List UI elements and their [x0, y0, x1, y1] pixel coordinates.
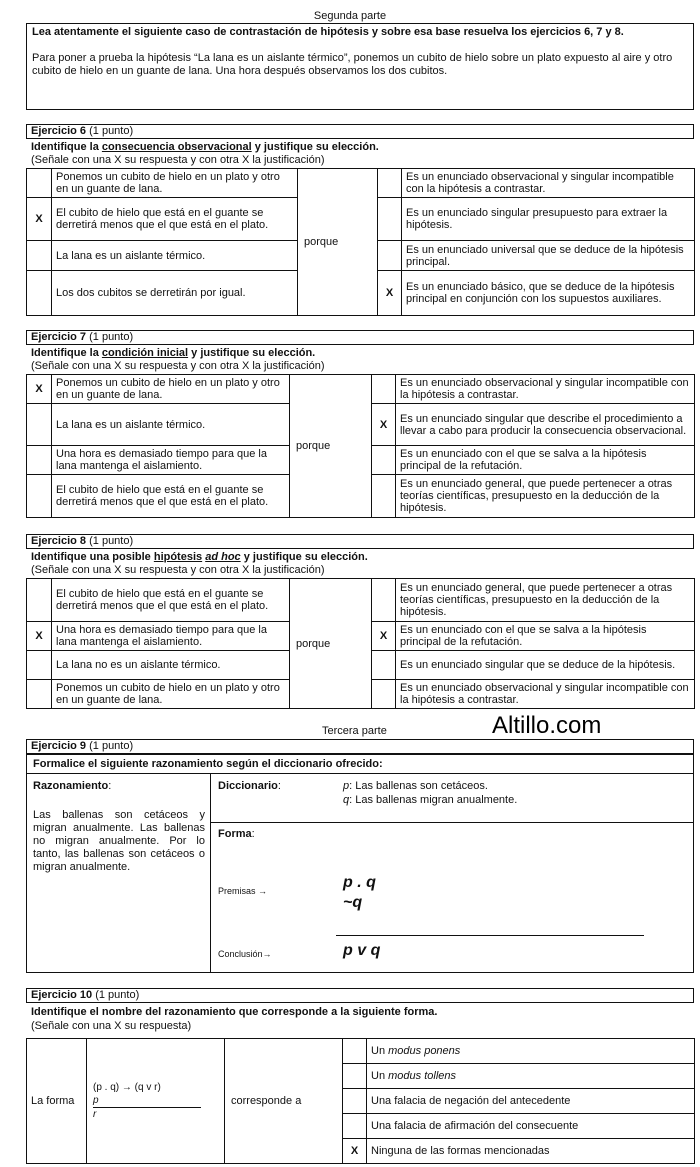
- ex6-points: (1 punto): [89, 125, 134, 137]
- ex7-title-text: Ejercicio 7: [31, 331, 87, 343]
- ex8-q-key2: ad hoc: [205, 551, 241, 563]
- ex8-right-option-0: Es un enunciado general, que puede pertenecer a otras teorías científicas, presupuesto en la deducción de la hipótesis.: [396, 579, 695, 622]
- ex9-dict-q: [343, 794, 517, 806]
- ex6-right-mark-1[interactable]: [378, 198, 402, 241]
- ex6-left-option-0: Ponemos un cubito de hielo en un plato y otro en un guante de lana.: [52, 169, 298, 198]
- conclusion-line: [336, 935, 644, 936]
- ex10-mark-4[interactable]: X: [343, 1139, 367, 1164]
- ex8-title-text: Ejercicio 8: [31, 535, 87, 547]
- ex7-right-mark-1[interactable]: X: [372, 404, 396, 446]
- ex8-points: (1 punto): [89, 535, 134, 547]
- ex8-left-option-0: El cubito de hielo que está en el guante se derretirá menos que el que está en el plato.: [52, 579, 290, 622]
- ex6-title: [26, 124, 694, 139]
- ex7-left-mark-0[interactable]: X: [27, 375, 52, 404]
- dict-q-var: q: [343, 794, 350, 806]
- ex7-left-mark-3[interactable]: [27, 475, 52, 518]
- ex7-title: [26, 330, 694, 345]
- ex10-option-3: [367, 1114, 695, 1139]
- ex6-right-mark-0[interactable]: [378, 169, 402, 198]
- ex8-question: [31, 551, 368, 563]
- ex6-left-option-1: El cubito de hielo que está en el guante se derretirá menos que el que está en el plato.: [52, 198, 298, 241]
- part-title: Segunda parte: [313, 10, 387, 22]
- ex9-title: [26, 739, 694, 754]
- ex9-forma-label: Forma:: [218, 828, 255, 840]
- ex6-right-mark-3[interactable]: X: [378, 271, 402, 316]
- option-text: Un: [371, 1070, 389, 1082]
- ex9-razonamiento-text: Las ballenas son cetáceos y migran anualmente. Las ballenas no migran anualmente. Por lo tanto, las ballenas son cetáceos o migran anualmente.: [33, 809, 205, 873]
- ex6-left-mark-0[interactable]: [27, 169, 52, 198]
- ex7-right-mark-2[interactable]: [372, 446, 396, 475]
- ex6-q-post: y justifique su elección.: [251, 141, 379, 153]
- ex10-table: [26, 1038, 695, 1164]
- ex9-razonamiento-label: Razonamiento:: [33, 780, 112, 792]
- ex9-points: (1 punto): [89, 740, 134, 752]
- ex8-left-mark-2[interactable]: [27, 651, 52, 680]
- ex8-left-option-3: Ponemos un cubito de hielo en un plato y otro en un guante de lana.: [52, 680, 290, 709]
- ex9-instruction: Formalice el siguiente razonamiento según el diccionario ofrecido:: [33, 758, 383, 770]
- ex8-left-option-1: Una hora es demasiado tiempo para que la lana mantenga el aislamiento.: [52, 622, 290, 651]
- ex8-title: [26, 534, 694, 549]
- option-text: Una falacia de afirmación del consecuente: [371, 1120, 579, 1132]
- ex8-right-mark-2[interactable]: [372, 651, 396, 680]
- ex9-premise-1: p . q: [343, 874, 376, 891]
- ex8-porque: porque: [290, 579, 372, 709]
- ex8-q-key: hipótesis: [153, 551, 203, 563]
- ex9-premise-2: ~q: [343, 894, 363, 911]
- ex7-q-key: condición inicial: [101, 347, 189, 359]
- ex9-dict-p: [343, 780, 488, 792]
- ex7-right-option-0: Es un enunciado observacional y singular incompatible con la hipótesis a contrastar.: [396, 375, 695, 404]
- option-text: Un: [371, 1045, 389, 1057]
- ex9-title-text: Ejercicio 9: [31, 740, 87, 752]
- ex10-la-forma: La forma: [27, 1039, 87, 1164]
- form-line-3: r: [93, 1109, 97, 1120]
- intro-box: [26, 23, 694, 110]
- ex7-question: [31, 347, 315, 359]
- ex8-note: (Señale con una X su respuesta y con otra X la justificación): [31, 564, 325, 576]
- form-line-1: (p . q) → (q v r): [93, 1082, 161, 1093]
- ex6-right-option-3: Es un enunciado básico, que se deduce de la hipótesis principal en conjunción con los supuestos auxiliares.: [402, 271, 695, 316]
- option-text: Ninguna de las formas mencionadas: [371, 1145, 550, 1157]
- ex10-mark-3[interactable]: [343, 1114, 367, 1139]
- ex10-mark-2[interactable]: [343, 1089, 367, 1114]
- dict-p-var: p: [343, 780, 350, 792]
- ex6-question: [31, 141, 379, 153]
- option-em: modus ponens: [388, 1045, 461, 1057]
- razonamiento-label-text: Razonamiento: [33, 780, 109, 792]
- option-text: Una falacia de negación del antecedente: [371, 1095, 571, 1107]
- ex7-left-option-3: El cubito de hielo que está en el guante se derretirá menos que el que está en el plato.: [52, 475, 290, 518]
- diccionario-label-text: Diccionario: [218, 780, 278, 792]
- dict-p-text: : Las ballenas son cetáceos.: [349, 780, 488, 792]
- ex8-left-mark-0[interactable]: [27, 579, 52, 622]
- ex6-left-mark-2[interactable]: [27, 241, 52, 271]
- ex7-right-option-1: Es un enunciado singular que describe el procedimiento a llevar a cabo para producir la consecuencia observacional.: [396, 404, 695, 446]
- ex6-right-option-0: Es un enunciado observacional y singular incompatible con la hipótesis a contrastar.: [402, 169, 695, 198]
- ex7-table: [26, 374, 695, 518]
- ex8-q-post: y justifique su elección.: [240, 551, 368, 563]
- ex7-right-mark-3[interactable]: [372, 475, 396, 518]
- ex7-left-option-1: La lana es un aislante térmico.: [52, 404, 290, 446]
- ex7-points: (1 punto): [89, 331, 134, 343]
- form-line-2: p: [93, 1094, 201, 1108]
- ex10-note: (Señale con una X su respuesta): [31, 1020, 192, 1032]
- ex6-right-option-1: Es un enunciado singular presupuesto para extraer la hipótesis.: [402, 198, 695, 241]
- ex8-right-option-3: Es un enunciado observacional y singular incompatible con la hipótesis a contrastar.: [396, 680, 695, 709]
- ex10-option-4: [367, 1139, 695, 1164]
- intro-text: Para poner a prueba la hipótesis “La lana es un aislante térmico”, ponemos un cubito de hielo sobre un plato expuesto al aire y otro cubito de hielo en un guante de lana. Una hora después observamos los dos cubitos.: [32, 52, 673, 77]
- ex6-q-pre: Identifique la: [31, 141, 102, 153]
- divider: [210, 822, 694, 823]
- ex7-note: (Señale con una X su respuesta y con otra X la justificación): [31, 360, 325, 372]
- ex7-right-option-3: Es un enunciado general, que puede pertenecer a otras teorías científicas, presupuesto en la deducción de la hipótesis.: [396, 475, 695, 518]
- divider: [26, 773, 694, 774]
- dict-q-text: : Las ballenas migran anualmente.: [349, 794, 518, 806]
- ex7-left-mark-1[interactable]: [27, 404, 52, 446]
- ex10-option-0: [367, 1039, 695, 1064]
- divider: [210, 773, 211, 973]
- ex6-porque: porque: [298, 169, 378, 316]
- ex8-right-option-1: Es un enunciado con el que se salva a la hipótesis principal de la refutación.: [396, 622, 695, 651]
- ex6-q-key: consecuencia observacional: [101, 141, 252, 153]
- ex6-right-mark-2[interactable]: [378, 241, 402, 271]
- ex7-q-pre: Identifique la: [31, 347, 102, 359]
- ex10-points: (1 punto): [95, 989, 140, 1001]
- ex6-note: (Señale con una X su respuesta y con otra X la justificación): [31, 154, 325, 166]
- ex7-right-mark-0[interactable]: [372, 375, 396, 404]
- ex8-right-mark-1[interactable]: X: [372, 622, 396, 651]
- ex7-left-option-0: Ponemos un cubito de hielo en un plato y otro en un guante de lana.: [52, 375, 290, 404]
- ex7-right-option-2: Es un enunciado con el que se salva a la hipótesis principal de la refutación.: [396, 446, 695, 475]
- ex6-left-mark-1[interactable]: X: [27, 198, 52, 241]
- ex7-porque: porque: [290, 375, 372, 518]
- ex7-left-mark-2[interactable]: [27, 446, 52, 475]
- ex8-q-pre: Identifique una posible: [31, 551, 154, 563]
- ex6-left-mark-3[interactable]: [27, 271, 52, 316]
- ex10-mark-1[interactable]: [343, 1064, 367, 1089]
- ex10-option-2: [367, 1089, 695, 1114]
- ex9-conclusion-label: Conclusión→: [218, 949, 272, 959]
- ex6-left-option-2: La lana es un aislante térmico.: [52, 241, 298, 271]
- ex9-conclusion: p v q: [343, 942, 381, 959]
- ex10-mark-0[interactable]: [343, 1039, 367, 1064]
- ex10-form: [87, 1039, 225, 1164]
- ex6-table: [26, 168, 695, 316]
- ex10-corresponde: corresponde a: [225, 1039, 343, 1164]
- ex10-option-1: [367, 1064, 695, 1089]
- option-em: modus tollens: [388, 1070, 456, 1082]
- ex10-instruction: Identifique el nombre del razonamiento que corresponde a la siguiente forma.: [31, 1006, 438, 1018]
- watermark-logo: Altillo.com: [492, 712, 602, 739]
- ex6-left-option-3: Los dos cubitos se derretirán por igual.: [52, 271, 298, 316]
- ex6-title-text: Ejercicio 6: [31, 125, 87, 137]
- ex8-right-mark-3[interactable]: [372, 680, 396, 709]
- forma-label-text: Forma: [218, 828, 252, 840]
- ex8-right-mark-0[interactable]: [372, 579, 396, 622]
- ex8-left-mark-3[interactable]: [27, 680, 52, 709]
- ex8-left-option-2: La lana no es un aislante térmico.: [52, 651, 290, 680]
- ex9-premisas-label: Premisas →: [218, 886, 268, 896]
- ex7-left-option-2: Una hora es demasiado tiempo para que la lana mantenga el aislamiento.: [52, 446, 290, 475]
- ex10-title-text: Ejercicio 10: [31, 989, 93, 1001]
- ex8-table: [26, 578, 695, 709]
- ex7-q-post: y justifique su elección.: [188, 347, 316, 359]
- intro-heading: Lea atentamente el siguiente caso de contrastación de hipótesis y sobre esa base resuelva los ejercicios 6, 7 y 8.: [32, 26, 624, 38]
- part-title: Tercera parte: [322, 725, 387, 737]
- ex8-left-mark-1[interactable]: X: [27, 622, 52, 651]
- ex10-title: [26, 988, 694, 1003]
- ex9-diccionario-label: Diccionario:: [218, 780, 281, 792]
- ex6-right-option-2: Es un enunciado universal que se deduce de la hipótesis principal.: [402, 241, 695, 271]
- ex8-right-option-2: Es un enunciado singular que se deduce de la hipótesis.: [396, 651, 695, 680]
